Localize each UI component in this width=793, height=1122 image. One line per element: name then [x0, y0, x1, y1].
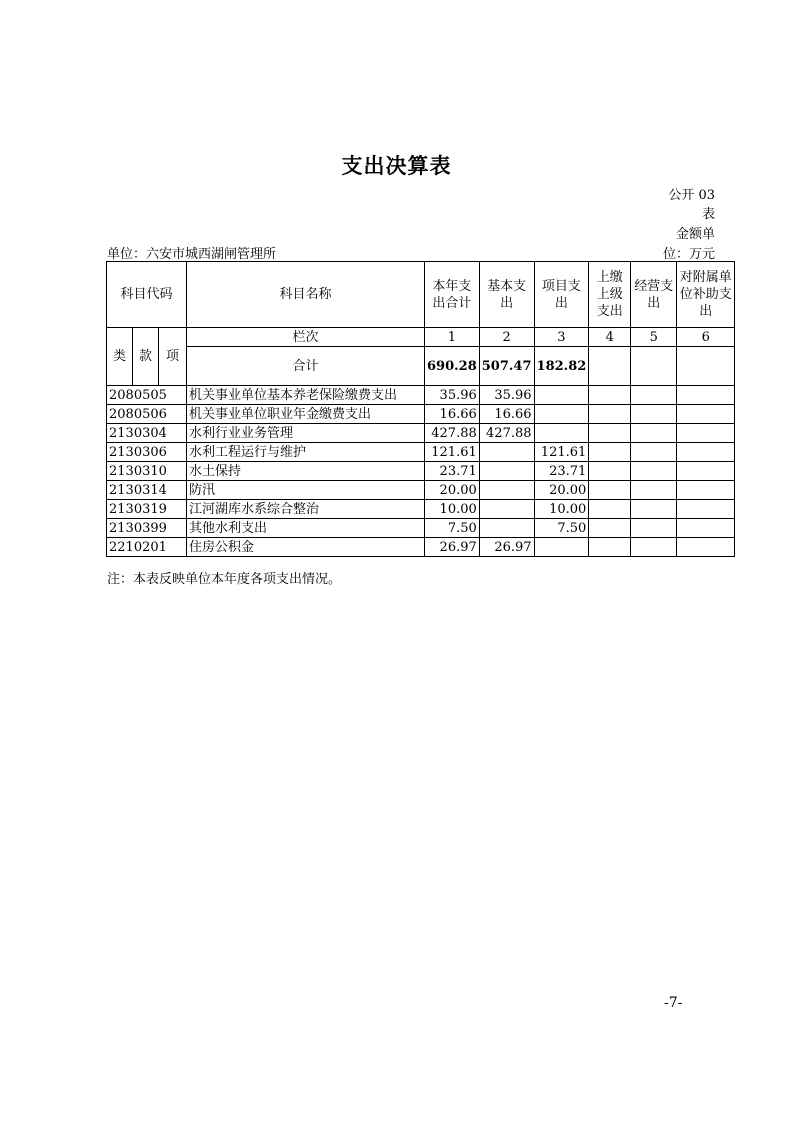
- row-subsidy: [677, 424, 735, 443]
- row-project: [534, 405, 589, 424]
- row-business: [631, 538, 677, 557]
- row-total: 16.66: [425, 405, 480, 424]
- col-index-label: 栏次: [187, 328, 425, 347]
- row-total: 35.96: [425, 386, 480, 405]
- total-row-business: [631, 347, 677, 386]
- table-note: 注：本表反映单位本年度各项支出情况。: [107, 572, 342, 587]
- row-remit: [589, 386, 631, 405]
- row-remit: [589, 462, 631, 481]
- header-remit: 上缴上级支出: [589, 262, 631, 328]
- row-remit: [589, 443, 631, 462]
- row-business: [631, 481, 677, 500]
- total-row-project: 182.82: [534, 347, 589, 386]
- header-name: 科目名称: [187, 262, 425, 328]
- row-remit: [589, 424, 631, 443]
- table-row: [107, 386, 735, 405]
- header-business: 经营支出: [631, 262, 677, 328]
- row-project: [534, 386, 589, 405]
- header-kuan: 款: [133, 328, 159, 386]
- row-code: 2130306: [107, 443, 187, 462]
- row-subsidy: [677, 462, 735, 481]
- row-name: 水土保持: [187, 462, 425, 481]
- row-remit: [589, 500, 631, 519]
- amount-unit-line2: 位：万元: [662, 247, 715, 262]
- col-index-1: 1: [425, 328, 480, 347]
- row-total: 7.50: [425, 519, 480, 538]
- header-xiang: 项: [159, 328, 187, 386]
- header-code: 科目代码: [107, 262, 187, 328]
- row-code: 2130304: [107, 424, 187, 443]
- row-remit: [589, 519, 631, 538]
- form-number-line1: 公开 03: [668, 188, 715, 203]
- total-row-label: 合计: [187, 347, 425, 386]
- row-business: [631, 405, 677, 424]
- form-number-line2: 表: [701, 207, 715, 222]
- row-name: 防汛: [187, 481, 425, 500]
- row-business: [631, 386, 677, 405]
- row-project: 23.71: [534, 462, 589, 481]
- row-project: 7.50: [534, 519, 589, 538]
- row-business: [631, 500, 677, 519]
- header-total: 本年支出合计: [425, 262, 480, 328]
- row-basic: [479, 500, 534, 519]
- row-project: [534, 538, 589, 557]
- row-code: 2080505: [107, 386, 187, 405]
- total-row-subsidy: [677, 347, 735, 386]
- row-subsidy: [677, 500, 735, 519]
- table-row: [107, 462, 735, 481]
- row-code: 2130310: [107, 462, 187, 481]
- header-subsidy: 对附属单位补助支出: [677, 262, 735, 328]
- row-total: 427.88: [425, 424, 480, 443]
- row-subsidy: [677, 405, 735, 424]
- total-row-remit: [589, 347, 631, 386]
- page-number: -7-: [664, 995, 683, 1011]
- row-total: 121.61: [425, 443, 480, 462]
- row-business: [631, 443, 677, 462]
- row-remit: [589, 405, 631, 424]
- table-row: [107, 424, 735, 443]
- table-row: [107, 500, 735, 519]
- row-project: [534, 424, 589, 443]
- row-project: 10.00: [534, 500, 589, 519]
- row-name: 江河湖库水系综合整治: [187, 500, 425, 519]
- header-basic: 基本支出: [479, 262, 534, 328]
- row-basic: 16.66: [479, 405, 534, 424]
- row-business: [631, 519, 677, 538]
- row-basic: [479, 519, 534, 538]
- table-row: [107, 481, 735, 500]
- row-subsidy: [677, 481, 735, 500]
- table-row: [107, 405, 735, 424]
- row-remit: [589, 538, 631, 557]
- col-index-3: 3: [534, 328, 589, 347]
- row-code: 2130399: [107, 519, 187, 538]
- row-total: 20.00: [425, 481, 480, 500]
- row-code: 2210201: [107, 538, 187, 557]
- row-subsidy: [677, 538, 735, 557]
- row-subsidy: [677, 386, 735, 405]
- col-index-2: 2: [479, 328, 534, 347]
- table-row: [107, 538, 735, 557]
- table-row: [107, 519, 735, 538]
- col-index-5: 5: [631, 328, 677, 347]
- col-index-4: 4: [589, 328, 631, 347]
- row-basic: 26.97: [479, 538, 534, 557]
- row-name: 水利工程运行与维护: [187, 443, 425, 462]
- page-title: 支出决算表: [341, 153, 452, 178]
- row-subsidy: [677, 519, 735, 538]
- row-basic: [479, 462, 534, 481]
- row-basic: 35.96: [479, 386, 534, 405]
- row-subsidy: [677, 443, 735, 462]
- row-name: 其他水利支出: [187, 519, 425, 538]
- row-code: 2130319: [107, 500, 187, 519]
- row-basic: [479, 481, 534, 500]
- row-total: 23.71: [425, 462, 480, 481]
- row-basic: [479, 443, 534, 462]
- table-row: [107, 443, 735, 462]
- row-basic: 427.88: [479, 424, 534, 443]
- amount-unit-line1: 金额单: [675, 227, 715, 242]
- row-business: [631, 462, 677, 481]
- row-code: 2080506: [107, 405, 187, 424]
- total-row-basic: 507.47: [479, 347, 534, 386]
- unit-label: 单位：六安市城西湖闸管理所: [107, 247, 277, 262]
- row-project: 20.00: [534, 481, 589, 500]
- row-code: 2130314: [107, 481, 187, 500]
- total-row-total: 690.28: [425, 347, 480, 386]
- row-total: 26.97: [425, 538, 480, 557]
- expenditure-table: [106, 261, 735, 557]
- row-total: 10.00: [425, 500, 480, 519]
- row-name: 机关事业单位基本养老保险缴费支出: [187, 386, 425, 405]
- row-name: 水利行业业务管理: [187, 424, 425, 443]
- header-lei: 类: [107, 328, 133, 386]
- col-index-6: 6: [677, 328, 735, 347]
- row-name: 机关事业单位职业年金缴费支出: [187, 405, 425, 424]
- row-project: 121.61: [534, 443, 589, 462]
- header-project: 项目支出: [534, 262, 589, 328]
- row-name: 住房公积金: [187, 538, 425, 557]
- row-business: [631, 424, 677, 443]
- row-remit: [589, 481, 631, 500]
